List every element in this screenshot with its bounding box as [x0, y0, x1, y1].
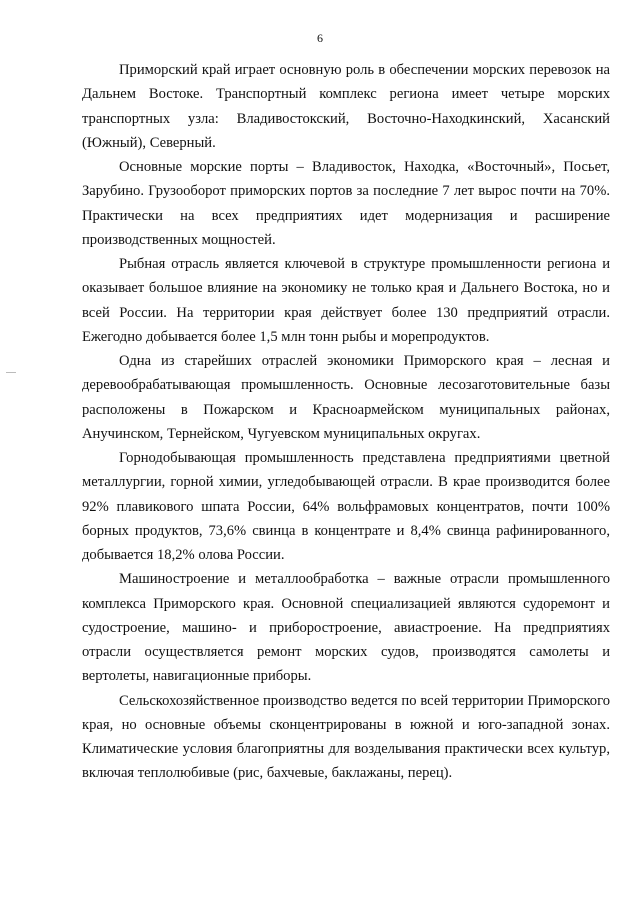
paragraph-sea-ports: Основные морские порты – Владивосток, Находка, «Восточный», Посьет, Зарубино. Грузооборот приморских портов за последние 7 лет вырос почти на 70%. Практически на всех предприятиях идет модернизация и расширение производственных мощностей. [82, 159, 610, 248]
page-number: 6 [317, 31, 323, 45]
paragraph-mining-industry: Горнодобывающая промышленность представлена предприятиями цветной металлургии, горной химии, угледобывающей отрасли. В крае производится более 92% плавикового шпата России, 64% вольфрамовых концентратов, почти 100% борных продуктов, 73,6% свинца в концентрате и 8,4% свинца рафинированного, добывается 18,2% олова России. [82, 450, 610, 563]
paragraph-machine-building: Машиностроение и металлообработка – важные отрасли промышленного комплекса Приморского края. Основной специализацией являются судоремонт и судостроение, машино- и приборостроение, авиастроение. На предприятиях отрасли осуществляется ремонт морских судов, производятся самолеты и вертолеты, навигационные приборы. [82, 571, 610, 685]
document-body [82, 58, 610, 786]
paragraph-fishing-industry: Рыбная отрасль является ключевой в структуре промышленности региона и оказывает большое влияние на экономику не только края и Дальнего Востока, но и всей России. На территории края действует более 130 предприятий отрасли. Ежегодно добывается более 1,5 млн тонн рыбы и морепродуктов. [82, 256, 610, 345]
margin-mark [6, 372, 16, 373]
paragraph-forestry-industry: Одна из старейших отраслей экономики Приморского края – лесная и деревообрабатывающая промышленность. Основные лесозаготовительные базы расположены в Пожарском и Красноармейском муниципальных районах, Анучинском, Тернейском, Чугуевском муниципальных округах. [82, 353, 610, 442]
paragraph-maritime-transport: Приморский край играет основную роль в обеспечении морских перевозок на Дальнем Востоке. Транспортный комплекс региона имеет четыре морских транспортных узла: Владивостокский, Восточно-Находкинский, Хасанский (Южный), Северный. [82, 62, 610, 151]
paragraph-agriculture: Сельскохозяйственное производство ведется по всей территории Приморского края, но основные объемы сконцентрированы в южной и юго-западной зонах. Климатические условия благоприятны для возделывания практически всех культур, включая теплолюбивые (рис, бахчевые, баклажаны, перец). [82, 692, 610, 782]
